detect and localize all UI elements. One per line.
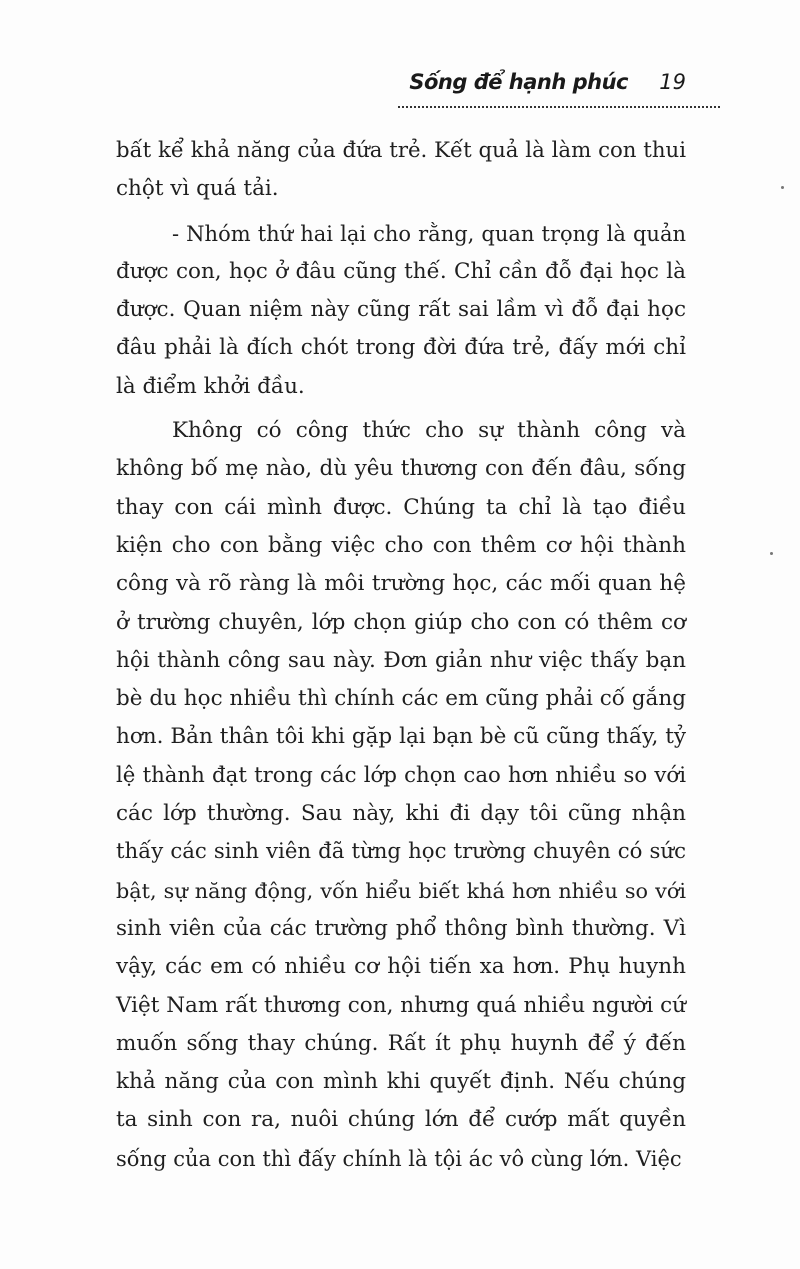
text-line: bất kể khả năng của đứa trẻ. Kết quả là làm con thui [116,138,686,163]
text-line: sống của con thì đấy chính là tội ác vô cùng lớn. Việc [116,1146,682,1171]
text-line: lệ thành đạt trong các lớp chọn cao hơn nhiều so với [116,762,686,788]
text-line: không bố mẹ nào, dù yêu thương con đến đâu, sống [116,456,686,482]
text-line: ta sinh con ra, nuôi chúng lớn để cướp mất quyền [116,1107,686,1133]
paragraph [116,215,686,406]
text-line: hơn. Bản thân tôi khi gặp lại bạn bè cũ cũng thấy, tỷ [116,724,686,750]
body-text [116,132,686,1184]
text-line: thấy các sinh viên đã từng học trường chuyên có sức [116,839,686,865]
text-line: được con, học ở đâu cũng thế. Chỉ cần đỗ đại học là [116,258,686,284]
text-line: là điểm khởi đầu. [116,373,305,399]
text-line: Việt Nam rất thương con, nhưng quá nhiều người cứ [116,992,686,1018]
page-header [398,62,720,108]
page-number: 19 [659,70,686,94]
text-line: sinh viên của các trường phổ thông bình thường. Vì [116,915,686,941]
text-line: khả năng của con mình khi quyết định. Nếu chúng [116,1069,686,1095]
text-line: chột vì quá tải. [116,176,279,202]
text-line: muốn sống thay chúng. Rất ít phụ huynh để ý đến [116,1030,686,1056]
text-line: - Nhóm thứ hai lại cho rằng, quan trọng là quản [172,221,686,246]
running-title: Sống để hạnh phúc [409,70,628,94]
paragraph [116,412,686,1178]
scan-speck [770,552,773,555]
text-line: kiện cho con bằng việc cho con thêm cơ hội thành [116,532,686,558]
text-line: được. Quan niệm này cũng rất sai lầm vì đỗ đại học [116,297,686,323]
text-line: Không có công thức cho sự thành công và [172,418,686,444]
text-line: công và rõ ràng là môi trường học, các mối quan hệ [116,571,686,597]
text-line: đâu phải là đích chót trong đời đứa trẻ, đấy mới chỉ [116,335,686,361]
paragraph [116,132,686,209]
text-line: thay con cái mình được. Chúng ta chỉ là tạo điều [116,494,686,520]
text-line: ở trường chuyên, lớp chọn giúp cho con có thêm cơ [116,609,686,635]
text-line: các lớp thường. Sau này, khi đi dạy tôi cũng nhận [116,801,686,827]
text-line: bè du học nhiều thì chính các em cũng phải cố gắng [116,686,686,712]
text-line: bật, sự năng động, vốn hiểu biết khá hơn nhiều so với [116,878,686,903]
text-line: hội thành công sau này. Đơn giản như việc thấy bạn [116,647,686,673]
scan-speck [781,186,784,189]
text-line: vậy, các em có nhiều cơ hội tiến xa hơn. Phụ huynh [116,954,686,980]
